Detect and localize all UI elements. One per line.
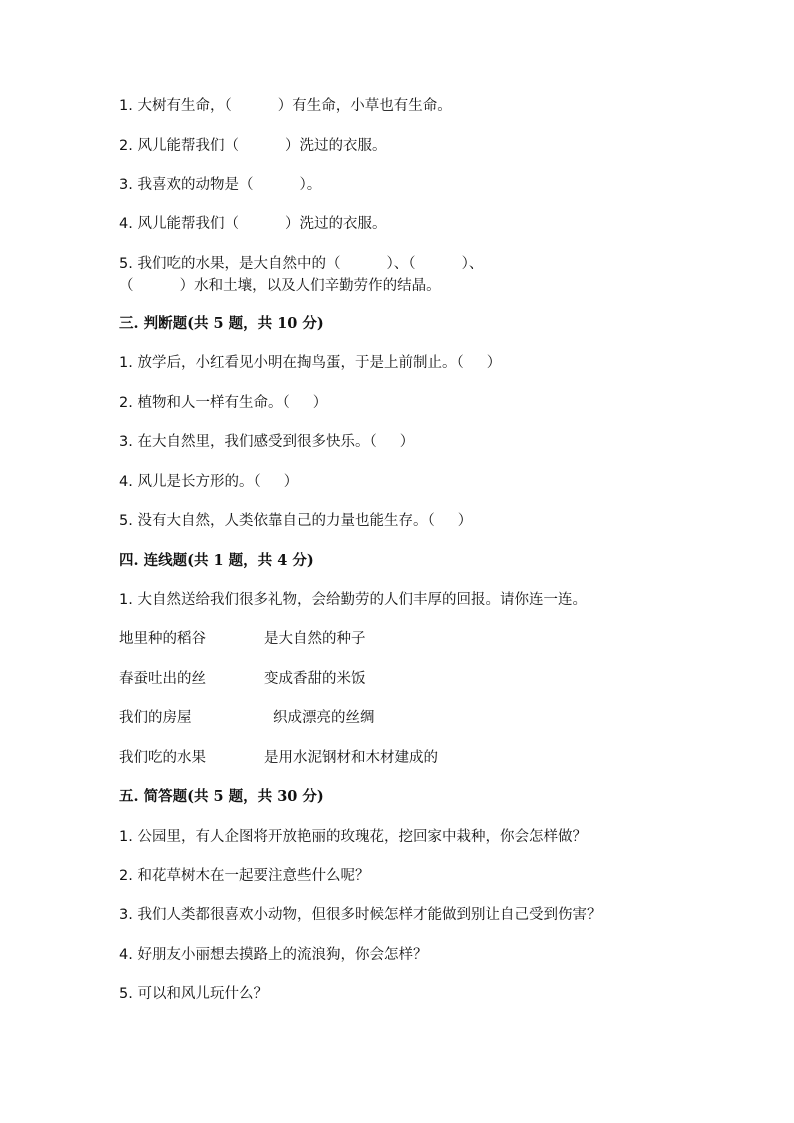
judge-item-3: 3. 在大自然里，我们感受到很多快乐。（ ） xyxy=(119,434,415,450)
match-right-3: 织成漂亮的丝绸 xyxy=(273,710,375,726)
fill-blank-3: 3. 我喜欢的动物是（ ）。 xyxy=(119,177,322,193)
match-left-2: 春蚕吐出的丝 xyxy=(119,671,206,687)
short-answer-3: 3. 我们人类都很喜欢小动物，但很多时候怎样才能做到别让自己受到伤害？ xyxy=(119,907,602,923)
short-answer-5: 5. 可以和风儿玩什么？ xyxy=(119,986,268,1002)
fill-blank-4: 4. 风儿能帮我们（ ）洗过的衣服。 xyxy=(119,216,387,232)
match-right-2: 变成香甜的米饭 xyxy=(264,671,366,687)
judge-item-1: 1. 放学后，小红看见小明在掏鸟蛋，于是上前制止。（ ） xyxy=(119,355,502,371)
match-right-1: 是大自然的种子 xyxy=(264,631,366,647)
match-question: 1. 大自然送给我们很多礼物，会给勤劳的人们丰厚的回报。请你连一连。 xyxy=(119,592,587,608)
section5-title: 五. 简答题(共 5 题，共 30 分) xyxy=(119,788,324,805)
short-answer-1: 1. 公园里，有人企图将开放艳丽的玫瑰花，挖回家中栽种，你会怎样做？ xyxy=(119,829,587,845)
section3-title: 三. 判断题(共 5 题，共 10 分) xyxy=(119,315,324,332)
match-left-3: 我们的房屋 xyxy=(119,710,192,726)
judge-item-4: 4. 风儿是长方形的。（ ） xyxy=(119,474,299,490)
fill-blank-2: 2. 风儿能帮我们（ ）洗过的衣服。 xyxy=(119,138,387,154)
match-right-4: 是用水泥钢材和木材建成的 xyxy=(264,750,438,766)
fill-blank-1: 1. 大树有生命，（ ）有生命，小草也有生命。 xyxy=(119,98,452,114)
short-answer-4: 4. 好朋友小丽想去摸路上的流浪狗，你会怎样？ xyxy=(119,947,428,963)
match-left-1: 地里种的稻谷 xyxy=(119,631,206,647)
judge-item-5: 5. 没有大自然，人类依靠自己的力量也能生存。（ ） xyxy=(119,513,473,529)
judge-item-2: 2. 植物和人一样有生命。（ ） xyxy=(119,395,328,411)
fill-blank-5: 5. 我们吃的水果，是大自然中的（ ）、（ ）、 xyxy=(119,256,484,272)
fill-blank-5-cont: （ ）水和土壤，以及人们辛勤劳作的结晶。 xyxy=(119,278,441,294)
match-left-4: 我们吃的水果 xyxy=(119,750,206,766)
short-answer-2: 2. 和花草树木在一起要注意些什么呢？ xyxy=(119,868,370,884)
section4-title: 四. 连线题(共 1 题，共 4 分) xyxy=(119,552,314,569)
